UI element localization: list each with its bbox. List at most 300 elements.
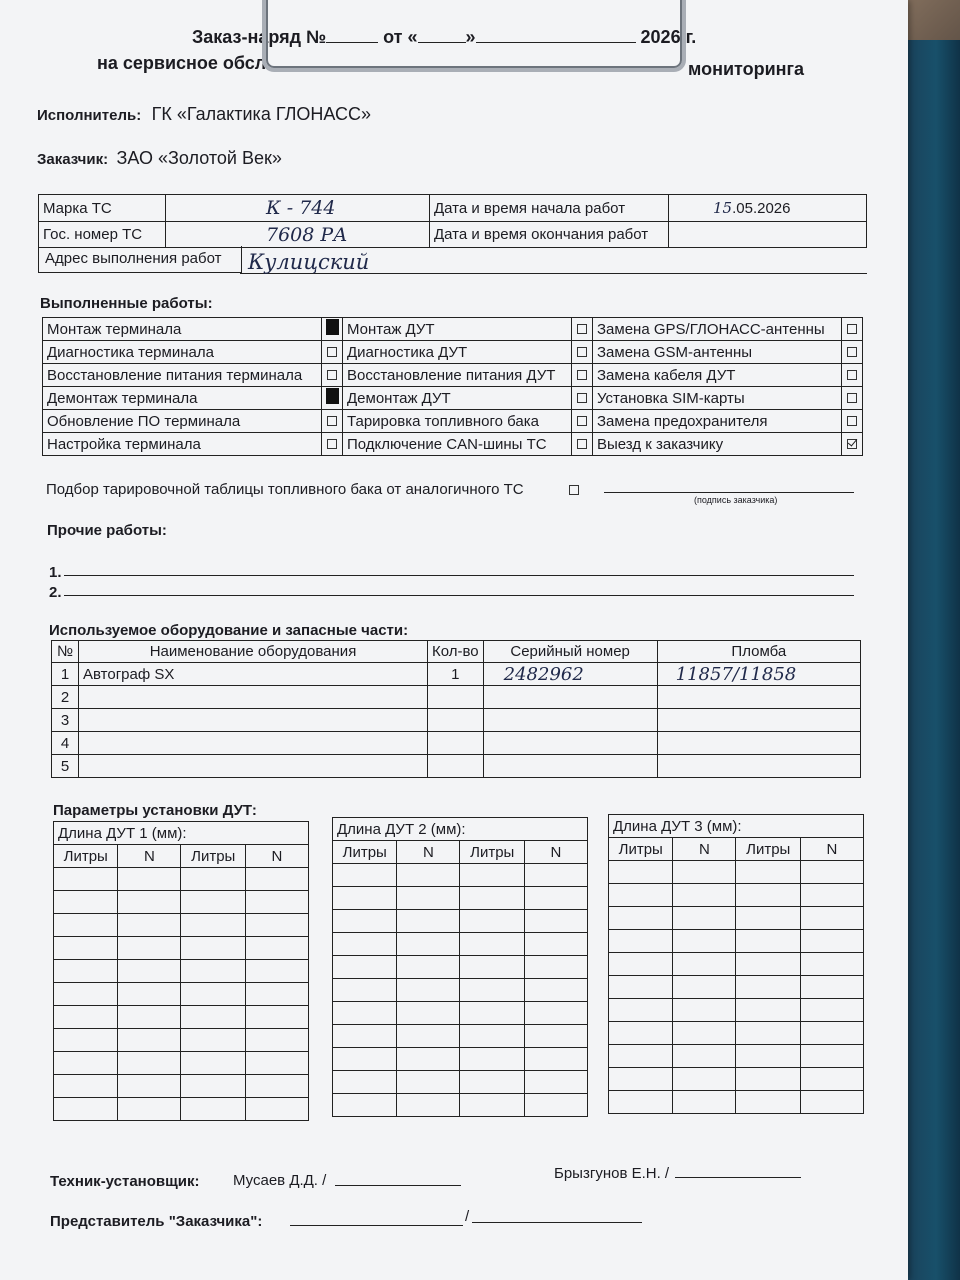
work-item-checkbox[interactable] bbox=[847, 439, 857, 449]
plate-cell bbox=[166, 222, 430, 248]
dut-3-table bbox=[608, 814, 864, 1114]
dut-row bbox=[333, 956, 588, 979]
date-label: от « bbox=[383, 27, 418, 47]
dut-cell[interactable] bbox=[673, 953, 736, 976]
dut-cell[interactable] bbox=[609, 999, 673, 1022]
dut-row bbox=[333, 1071, 588, 1094]
equipment-num: 5 bbox=[60, 757, 70, 775]
equipment-num-cell bbox=[52, 663, 79, 686]
background-folder bbox=[900, 40, 960, 1280]
dut-cell[interactable] bbox=[118, 1006, 181, 1029]
work-item-label: Выезд к заказчику bbox=[593, 433, 842, 456]
year-label: 2026 г. bbox=[640, 27, 697, 47]
work-item-label: Замена GSM-антенны bbox=[593, 341, 842, 364]
dut-cell[interactable] bbox=[245, 868, 308, 891]
dut-cell[interactable] bbox=[118, 983, 181, 1006]
dut-cell[interactable] bbox=[118, 1052, 181, 1075]
dut-cell[interactable] bbox=[800, 1045, 863, 1068]
dut-cell[interactable] bbox=[333, 910, 397, 933]
dut-cell[interactable] bbox=[181, 960, 245, 983]
equipment-serial: 2482962 bbox=[503, 663, 584, 685]
dut-cell[interactable] bbox=[245, 937, 308, 960]
work-item-label: Замена GPS/ГЛОНАСС-антенны bbox=[593, 318, 842, 341]
dut-cell[interactable] bbox=[736, 976, 800, 999]
dut-cell[interactable] bbox=[181, 983, 245, 1006]
dut-cell[interactable] bbox=[460, 1048, 524, 1071]
start-date: .05.2026 bbox=[732, 200, 791, 217]
dut-column-header: Литры bbox=[333, 841, 397, 864]
work-item-checkbox[interactable] bbox=[327, 439, 337, 449]
dut-cell[interactable] bbox=[118, 960, 181, 983]
equipment-num: 4 bbox=[60, 734, 70, 752]
equipment-seal-cell bbox=[657, 709, 860, 732]
work-item-checkbox[interactable] bbox=[327, 347, 337, 357]
dut-row bbox=[54, 983, 309, 1006]
dut-cell[interactable] bbox=[245, 1075, 308, 1098]
dut-cell[interactable] bbox=[245, 1029, 308, 1052]
dut-cell[interactable] bbox=[54, 914, 118, 937]
dut-cell[interactable] bbox=[524, 1002, 587, 1025]
dut-cell[interactable] bbox=[54, 1075, 118, 1098]
work-item-checkbox[interactable] bbox=[847, 324, 857, 334]
dut-1-block bbox=[53, 821, 309, 1121]
other-item-1-number: 1. bbox=[49, 564, 62, 581]
work-item-checkbox-cell bbox=[572, 318, 593, 341]
work-item-checkbox-cell bbox=[322, 364, 343, 387]
works-row bbox=[43, 387, 863, 410]
work-item-label: Настройка терминала bbox=[43, 433, 322, 456]
dut-3-length-label: Длина ДУТ 3 (мм): bbox=[609, 815, 864, 838]
work-item-label: Монтаж ДУТ bbox=[343, 318, 572, 341]
equipment-qty-cell bbox=[428, 663, 484, 686]
dut-cell[interactable] bbox=[397, 1025, 460, 1048]
dut-cell[interactable] bbox=[460, 1094, 524, 1117]
dut-cell[interactable] bbox=[736, 884, 800, 907]
dut-row bbox=[54, 1052, 309, 1075]
work-item-checkbox[interactable] bbox=[326, 319, 339, 335]
executor-value: ГК «Галактика ГЛОНАСС» bbox=[151, 104, 372, 124]
dut-cell[interactable] bbox=[524, 1048, 587, 1071]
dut-cell[interactable] bbox=[181, 1098, 245, 1121]
dut-cell[interactable] bbox=[609, 861, 673, 884]
dut-cell[interactable] bbox=[54, 960, 118, 983]
dut-column-header: Литры bbox=[460, 841, 524, 864]
dut-cell[interactable] bbox=[181, 891, 245, 914]
dut-cell[interactable] bbox=[245, 960, 308, 983]
equipment-num: 1 bbox=[60, 665, 70, 683]
dut-cell[interactable] bbox=[245, 1006, 308, 1029]
dut-cell[interactable] bbox=[397, 1094, 460, 1117]
equipment-seal: 11857/11858 bbox=[675, 663, 797, 685]
dut-row bbox=[333, 1002, 588, 1025]
dut-cell[interactable] bbox=[333, 1071, 397, 1094]
work-item-label: Диагностика ДУТ bbox=[343, 341, 572, 364]
work-item-checkbox[interactable] bbox=[847, 416, 857, 426]
work-item-label: Замена кабеля ДУТ bbox=[593, 364, 842, 387]
dut-cell[interactable] bbox=[736, 953, 800, 976]
equipment-name-cell bbox=[79, 709, 428, 732]
dut-cell[interactable] bbox=[800, 930, 863, 953]
other-item-2-line bbox=[64, 595, 854, 596]
dut-cell[interactable] bbox=[800, 884, 863, 907]
work-item-checkbox-cell bbox=[572, 410, 593, 433]
technician-label: Техник-установщик: bbox=[50, 1173, 200, 1190]
equipment-serial-cell bbox=[483, 732, 657, 755]
equipment-num-cell bbox=[52, 709, 79, 732]
customer-row bbox=[37, 148, 282, 169]
dut-row bbox=[333, 1094, 588, 1117]
dut-cell[interactable] bbox=[460, 979, 524, 1002]
dut-column-header: N bbox=[118, 845, 181, 868]
work-item-checkbox-cell bbox=[842, 387, 863, 410]
dut-cell[interactable] bbox=[118, 891, 181, 914]
dut-column-header: Литры bbox=[181, 845, 245, 868]
dut-row bbox=[54, 960, 309, 983]
dut-cell[interactable] bbox=[524, 864, 587, 887]
start-cell bbox=[669, 195, 867, 222]
dut-cell[interactable] bbox=[673, 907, 736, 930]
equipment-serial-cell bbox=[483, 709, 657, 732]
dut-cell[interactable] bbox=[397, 864, 460, 887]
dut-cell[interactable] bbox=[245, 914, 308, 937]
clipboard-clip bbox=[262, 0, 682, 70]
work-item-checkbox-cell bbox=[572, 433, 593, 456]
dut-cell[interactable] bbox=[118, 1029, 181, 1052]
dut-cell[interactable] bbox=[118, 914, 181, 937]
dut-1-length-label: Длина ДУТ 1 (мм): bbox=[54, 822, 309, 845]
dut-cell[interactable] bbox=[736, 1091, 800, 1114]
work-item-checkbox[interactable] bbox=[327, 370, 337, 380]
dut-cell[interactable] bbox=[460, 910, 524, 933]
technician-2-name: Брызгунов Е.Н. / bbox=[554, 1165, 670, 1182]
executor-row bbox=[37, 104, 371, 125]
works-row bbox=[43, 341, 863, 364]
dut-row bbox=[333, 933, 588, 956]
dut-cell[interactable] bbox=[800, 999, 863, 1022]
dut-cell[interactable] bbox=[54, 1098, 118, 1121]
header-line-2-right: мониторинга bbox=[688, 59, 805, 79]
customer-signature-line bbox=[604, 492, 854, 493]
dut-cell[interactable] bbox=[460, 1025, 524, 1048]
dut-cell[interactable] bbox=[181, 937, 245, 960]
dut-row bbox=[54, 868, 309, 891]
dut-cell[interactable] bbox=[181, 1006, 245, 1029]
equip-header-serial: Серийный номер bbox=[483, 641, 657, 663]
dut-row bbox=[609, 999, 864, 1022]
dut-cell[interactable] bbox=[333, 1048, 397, 1071]
dut-cell[interactable] bbox=[397, 933, 460, 956]
dut-cell[interactable] bbox=[460, 1002, 524, 1025]
customer-rep-name-line bbox=[290, 1225, 463, 1226]
work-item-checkbox-cell bbox=[572, 341, 593, 364]
dut-cell[interactable] bbox=[333, 933, 397, 956]
work-item-checkbox[interactable] bbox=[847, 347, 857, 357]
brand-cell bbox=[166, 195, 430, 222]
dut-row bbox=[609, 1091, 864, 1114]
dut-cell[interactable] bbox=[673, 861, 736, 884]
work-item-checkbox[interactable] bbox=[577, 439, 587, 449]
dut-row bbox=[54, 891, 309, 914]
dut-cell[interactable] bbox=[397, 956, 460, 979]
dut-cell[interactable] bbox=[333, 864, 397, 887]
technician-1-name: Мусаев Д.Д. / bbox=[233, 1172, 327, 1189]
dut-cell[interactable] bbox=[181, 914, 245, 937]
dut-cell[interactable] bbox=[333, 979, 397, 1002]
dut-column-header: N bbox=[524, 841, 587, 864]
end-value bbox=[669, 222, 867, 248]
dut-cell[interactable] bbox=[397, 1048, 460, 1071]
dut-cell[interactable] bbox=[609, 1068, 673, 1091]
dut-cell[interactable] bbox=[54, 891, 118, 914]
dut-row bbox=[609, 907, 864, 930]
equipment-serial-cell bbox=[483, 755, 657, 778]
work-item-checkbox[interactable] bbox=[577, 416, 587, 426]
dut-cell[interactable] bbox=[800, 1091, 863, 1114]
dut-cell[interactable] bbox=[673, 930, 736, 953]
customer-rep-label: Представитель "Заказчика": bbox=[50, 1213, 263, 1230]
dut-cell[interactable] bbox=[524, 910, 587, 933]
dut-1-table bbox=[53, 821, 309, 1121]
dut-row bbox=[609, 976, 864, 999]
work-item-checkbox[interactable] bbox=[326, 388, 339, 404]
header-line-2-left: на сервисное обсл bbox=[97, 53, 267, 73]
other-item-1-line bbox=[64, 575, 854, 576]
plate-label: Гос. номер ТС bbox=[39, 222, 166, 248]
dut-cell[interactable] bbox=[609, 953, 673, 976]
dut-cell[interactable] bbox=[524, 887, 587, 910]
dut-row bbox=[54, 1029, 309, 1052]
work-item-label: Демонтаж терминала bbox=[43, 387, 322, 410]
equip-header-seal: Пломба bbox=[657, 641, 860, 663]
dut-cell[interactable] bbox=[736, 907, 800, 930]
dut-cell[interactable] bbox=[736, 861, 800, 884]
dut-cell[interactable] bbox=[333, 1094, 397, 1117]
dut-cell[interactable] bbox=[397, 1071, 460, 1094]
equipment-row bbox=[52, 709, 861, 732]
dut-cell[interactable] bbox=[524, 1071, 587, 1094]
dut-cell[interactable] bbox=[245, 891, 308, 914]
dut-cell[interactable] bbox=[54, 1052, 118, 1075]
address-label: Адрес выполнения работ bbox=[45, 250, 222, 267]
dut-column-header: Литры bbox=[54, 845, 118, 868]
equip-header-num: № bbox=[52, 641, 79, 663]
equipment-qty-cell bbox=[428, 686, 484, 709]
dut-row bbox=[609, 1068, 864, 1091]
work-item-checkbox-cell bbox=[322, 387, 343, 410]
dut-cell[interactable] bbox=[245, 1052, 308, 1075]
dut-cell[interactable] bbox=[609, 976, 673, 999]
dut-row bbox=[333, 887, 588, 910]
dut-cell[interactable] bbox=[181, 1029, 245, 1052]
dut-column-header: Литры bbox=[736, 838, 800, 861]
dut-cell[interactable] bbox=[333, 1002, 397, 1025]
brand-value: К - 744 bbox=[266, 197, 336, 219]
works-table bbox=[42, 317, 863, 456]
work-item-label: Замена предохранителя bbox=[593, 410, 842, 433]
vehicle-table bbox=[38, 194, 867, 248]
dut-cell[interactable] bbox=[524, 979, 587, 1002]
dut-cell[interactable] bbox=[800, 861, 863, 884]
work-item-label: Восстановление питания ДУТ bbox=[343, 364, 572, 387]
executor-label: Исполнитель: bbox=[37, 107, 142, 124]
dut-cell[interactable] bbox=[397, 910, 460, 933]
dut-cell[interactable] bbox=[609, 1022, 673, 1045]
dut-cell[interactable] bbox=[118, 1098, 181, 1121]
work-item-checkbox-cell bbox=[322, 410, 343, 433]
equipment-num-cell bbox=[52, 732, 79, 755]
work-item-checkbox[interactable] bbox=[577, 347, 587, 357]
dut-cell[interactable] bbox=[673, 1045, 736, 1068]
dut-cell[interactable] bbox=[181, 1052, 245, 1075]
equip-header-name: Наименование оборудования bbox=[79, 641, 428, 663]
dut-cell[interactable] bbox=[524, 1094, 587, 1117]
dut-cell[interactable] bbox=[609, 907, 673, 930]
dut-cell[interactable] bbox=[397, 979, 460, 1002]
dut-column-header: N bbox=[800, 838, 863, 861]
other-works-title: Прочие работы: bbox=[47, 522, 167, 539]
dut-cell[interactable] bbox=[524, 1025, 587, 1048]
dut-cell[interactable] bbox=[118, 868, 181, 891]
work-item-checkbox[interactable] bbox=[327, 416, 337, 426]
work-item-checkbox-cell bbox=[322, 433, 343, 456]
dut-row bbox=[333, 979, 588, 1002]
equipment-seal-cell bbox=[657, 732, 860, 755]
dut-2-block bbox=[332, 817, 588, 1117]
work-item-checkbox[interactable] bbox=[577, 370, 587, 380]
start-label: Дата и время начала работ bbox=[430, 195, 669, 222]
equipment-table bbox=[51, 640, 861, 778]
work-item-checkbox[interactable] bbox=[577, 324, 587, 334]
dut-row bbox=[333, 1025, 588, 1048]
equipment-num-cell bbox=[52, 755, 79, 778]
dut-cell[interactable] bbox=[397, 1002, 460, 1025]
equipment-qty-cell bbox=[428, 709, 484, 732]
equipment-seal-cell bbox=[657, 755, 860, 778]
dut-cell[interactable] bbox=[609, 1045, 673, 1068]
dut-cell[interactable] bbox=[800, 976, 863, 999]
dut-cell[interactable] bbox=[460, 1071, 524, 1094]
dut-cell[interactable] bbox=[609, 884, 673, 907]
equip-header-qty: Кол-во bbox=[428, 641, 484, 663]
equipment-qty-cell bbox=[428, 732, 484, 755]
dut-cell[interactable] bbox=[609, 1091, 673, 1114]
work-item-checkbox-cell bbox=[842, 364, 863, 387]
address-label-cell bbox=[38, 246, 242, 273]
work-item-checkbox[interactable] bbox=[577, 393, 587, 403]
dut-cell[interactable] bbox=[333, 887, 397, 910]
dut-cell[interactable] bbox=[397, 887, 460, 910]
dut-cell[interactable] bbox=[245, 983, 308, 1006]
dut-row bbox=[609, 1045, 864, 1068]
dut-cell[interactable] bbox=[673, 1022, 736, 1045]
dut-row bbox=[54, 1098, 309, 1121]
equipment-row bbox=[52, 663, 861, 686]
dut-cell[interactable] bbox=[54, 937, 118, 960]
dut-cell[interactable] bbox=[460, 864, 524, 887]
dut-cell[interactable] bbox=[54, 868, 118, 891]
works-row bbox=[43, 433, 863, 456]
dut-column-header: Литры bbox=[609, 838, 673, 861]
work-item-checkbox[interactable] bbox=[847, 393, 857, 403]
dut-cell[interactable] bbox=[673, 1068, 736, 1091]
dut-row bbox=[54, 1075, 309, 1098]
dut-cell[interactable] bbox=[736, 999, 800, 1022]
dut-cell[interactable] bbox=[54, 1006, 118, 1029]
equipment-name-cell bbox=[79, 663, 428, 686]
dut-cell[interactable] bbox=[800, 907, 863, 930]
equipment-title: Используемое оборудование и запасные части: bbox=[49, 622, 409, 639]
dut-cell[interactable] bbox=[609, 930, 673, 953]
dut-column-header: N bbox=[245, 845, 308, 868]
work-item-label: Установка SIM-карты bbox=[593, 387, 842, 410]
dut-row bbox=[333, 864, 588, 887]
technician-2-signature-line bbox=[675, 1177, 801, 1178]
dut-cell[interactable] bbox=[181, 1075, 245, 1098]
equipment-name: Автограф SX bbox=[83, 665, 175, 683]
dut-cell[interactable] bbox=[54, 1029, 118, 1052]
dut-column-header: N bbox=[673, 838, 736, 861]
dut-2-table bbox=[332, 817, 588, 1117]
dut-cell[interactable] bbox=[736, 1045, 800, 1068]
dut-cell[interactable] bbox=[673, 1091, 736, 1114]
dut-cell[interactable] bbox=[460, 887, 524, 910]
dut-cell[interactable] bbox=[736, 1068, 800, 1091]
dut-cell[interactable] bbox=[54, 983, 118, 1006]
tariff-checkbox[interactable] bbox=[569, 485, 579, 495]
dut-cell[interactable] bbox=[118, 1075, 181, 1098]
dut-cell[interactable] bbox=[460, 933, 524, 956]
dut-cell[interactable] bbox=[524, 956, 587, 979]
dut-cell[interactable] bbox=[736, 1022, 800, 1045]
dut-cell[interactable] bbox=[800, 953, 863, 976]
dut-row bbox=[609, 861, 864, 884]
dut-row bbox=[333, 1048, 588, 1071]
equipment-num-cell bbox=[52, 686, 79, 709]
dut-cell[interactable] bbox=[333, 956, 397, 979]
equipment-name-cell bbox=[79, 686, 428, 709]
works-title: Выполненные работы: bbox=[40, 295, 213, 312]
dut-cell[interactable] bbox=[181, 868, 245, 891]
equipment-seal-cell bbox=[657, 686, 860, 709]
dut-cell[interactable] bbox=[118, 937, 181, 960]
dut-cell[interactable] bbox=[245, 1098, 308, 1121]
dut-3-block bbox=[608, 814, 864, 1114]
brand-label: Марка ТС bbox=[39, 195, 166, 222]
work-item-checkbox[interactable] bbox=[847, 370, 857, 380]
dut-cell[interactable] bbox=[333, 1025, 397, 1048]
equipment-seal-cell bbox=[657, 663, 860, 686]
dut-cell[interactable] bbox=[460, 956, 524, 979]
dut-row bbox=[54, 914, 309, 937]
signature-caption: (подпись заказчика) bbox=[694, 495, 778, 505]
work-item-checkbox-cell bbox=[572, 364, 593, 387]
dut-cell[interactable] bbox=[800, 1022, 863, 1045]
dut-cell[interactable] bbox=[673, 976, 736, 999]
start-day: 15 bbox=[713, 199, 733, 217]
dut-cell[interactable] bbox=[736, 930, 800, 953]
dut-cell[interactable] bbox=[800, 1068, 863, 1091]
work-item-checkbox-cell bbox=[572, 387, 593, 410]
date-quote: » bbox=[465, 27, 476, 47]
work-item-checkbox-cell bbox=[322, 341, 343, 364]
dut-cell[interactable] bbox=[524, 933, 587, 956]
dut-cell[interactable] bbox=[673, 999, 736, 1022]
customer-rep-slash: / bbox=[465, 1208, 470, 1225]
dut-cell[interactable] bbox=[673, 884, 736, 907]
equipment-qty: 1 bbox=[451, 665, 460, 683]
dut-row bbox=[609, 884, 864, 907]
technician-1-signature-line bbox=[335, 1185, 461, 1186]
